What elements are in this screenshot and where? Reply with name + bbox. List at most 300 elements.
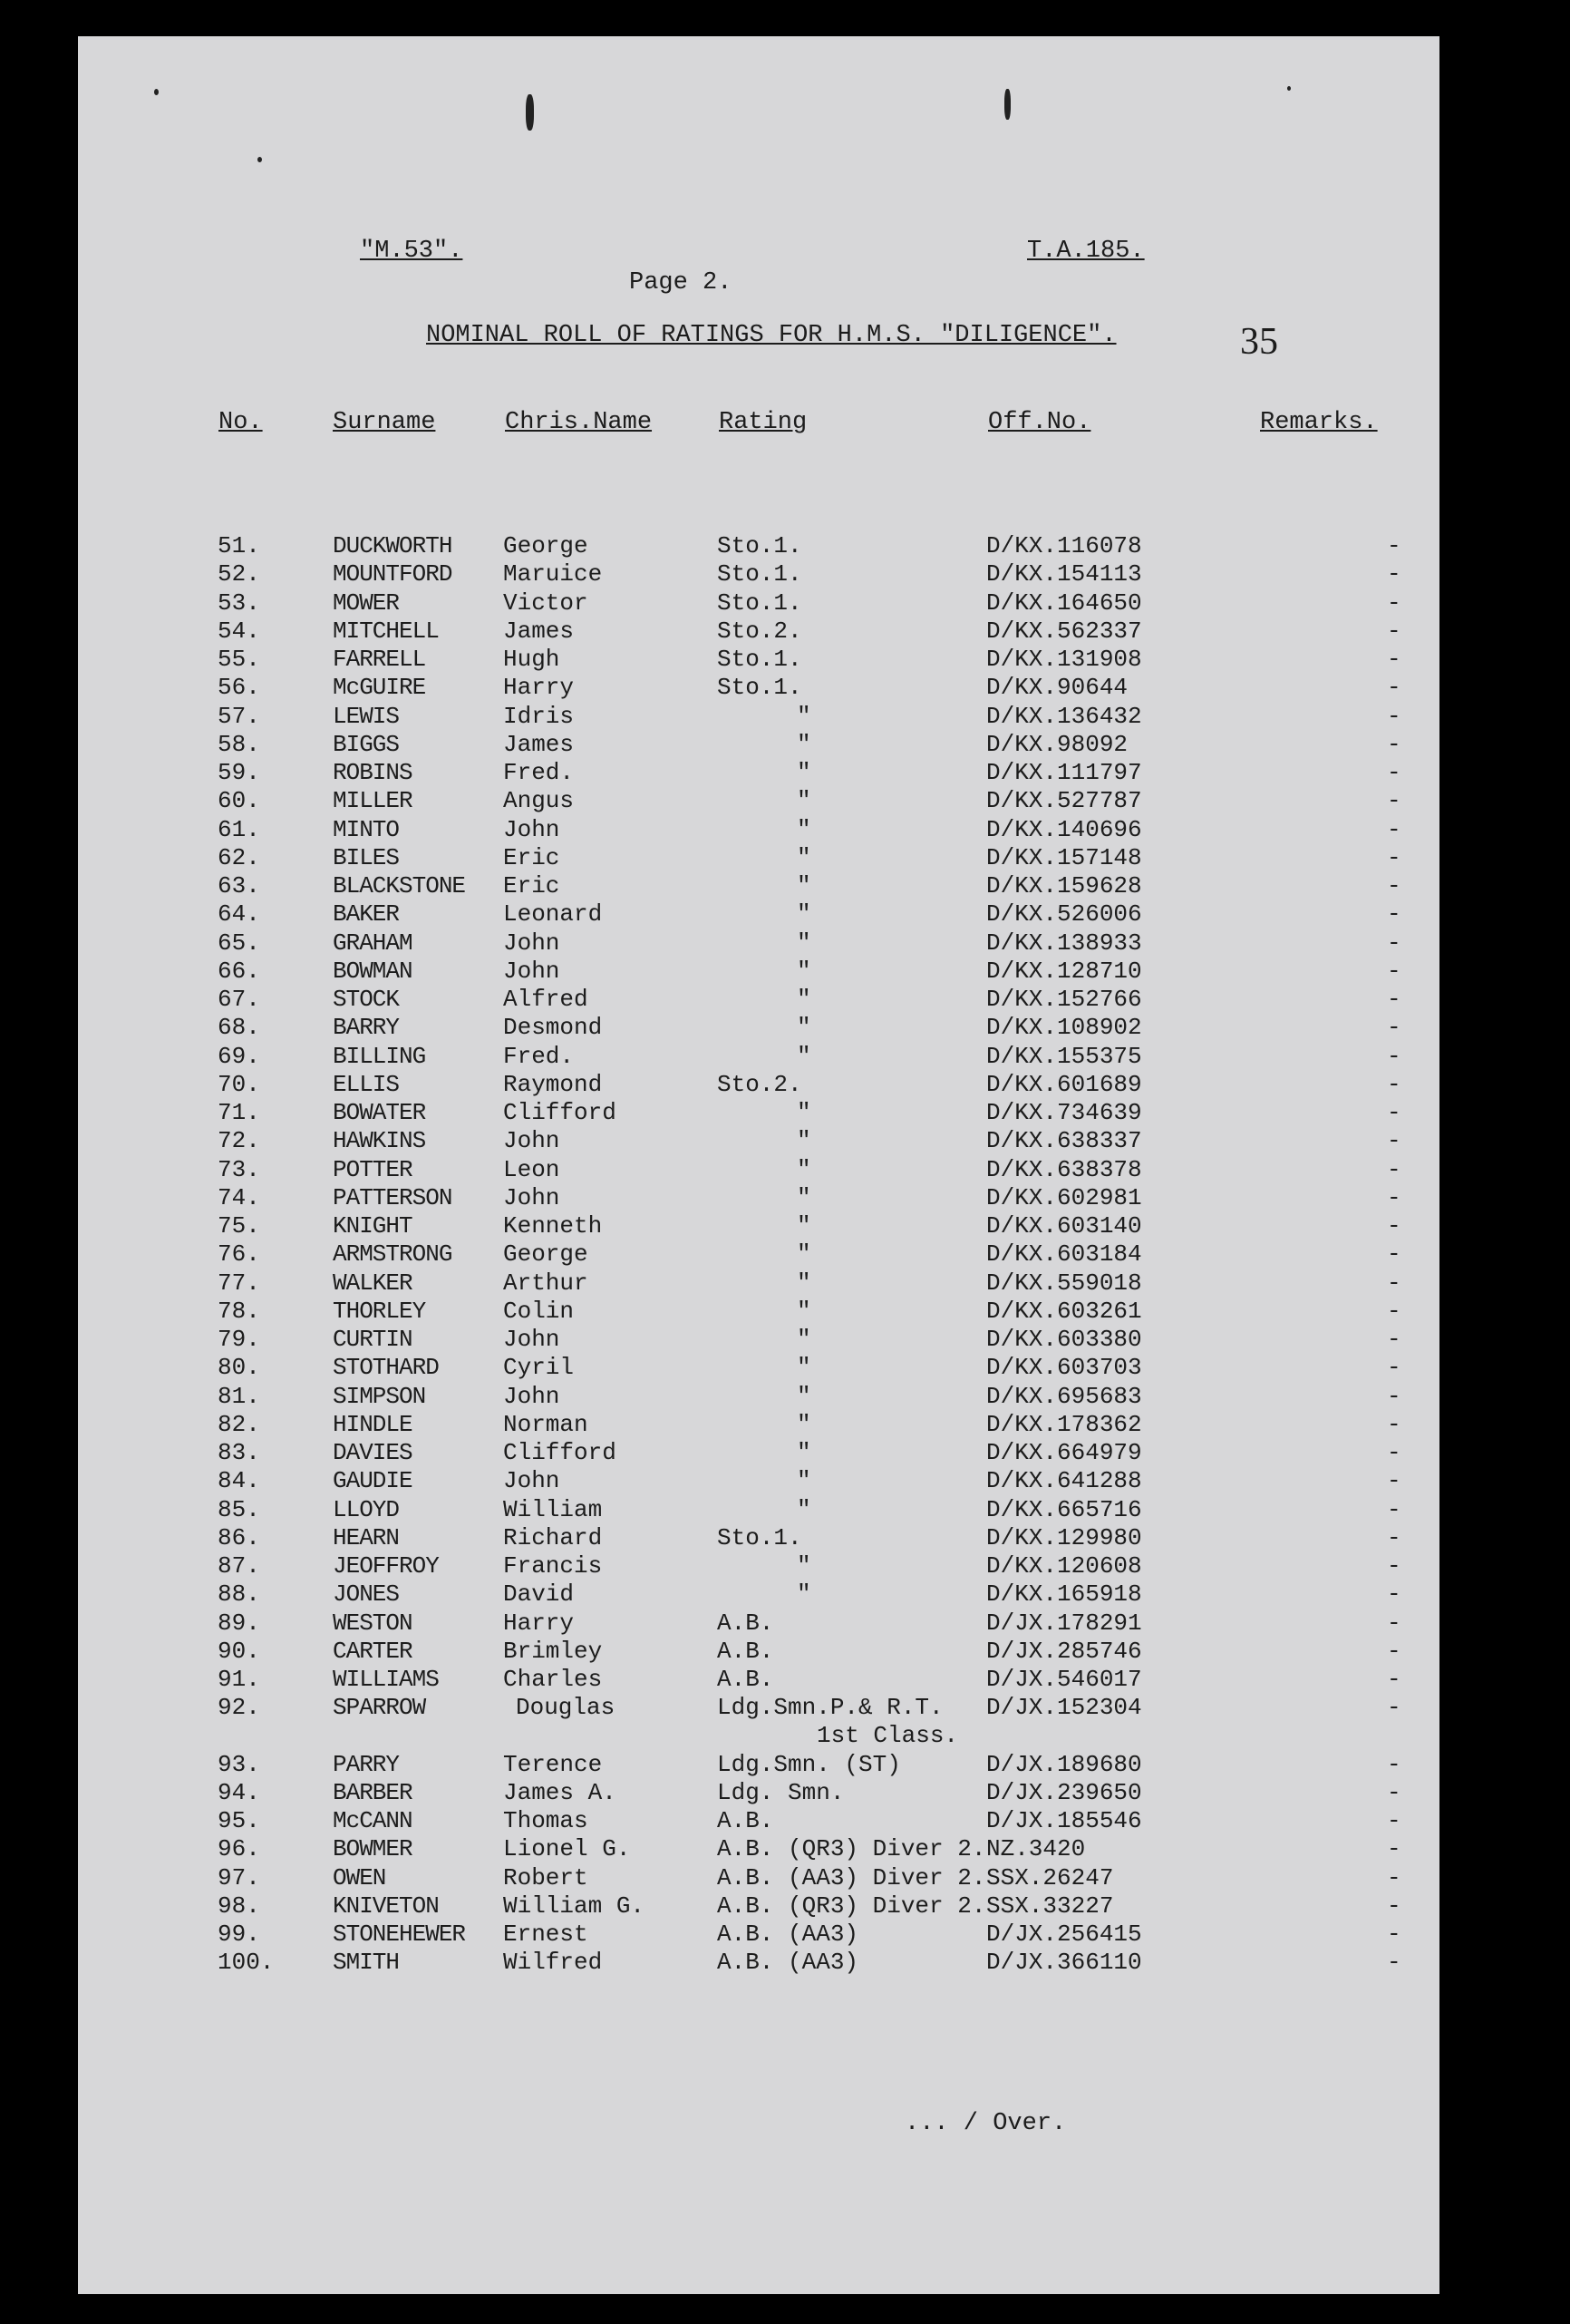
- ta-reference: T.A.185.: [1027, 238, 1145, 265]
- row-remarks: -: [1387, 1410, 1401, 1438]
- row-official-number: D/JX.189680: [986, 1750, 1142, 1778]
- row-official-number: D/KX.603184: [986, 1240, 1142, 1269]
- row-surname: ARMSTRONG: [333, 1240, 452, 1269]
- row-surname: BOWMAN: [333, 957, 412, 985]
- page-label: Page 2.: [629, 269, 732, 297]
- row-number: 65.: [218, 929, 260, 957]
- row-christian-name: Eric: [503, 872, 560, 899]
- rating-continuation: 1st Class.: [817, 1722, 959, 1750]
- row-remarks: -: [1387, 617, 1401, 645]
- row-rating: ": [797, 1014, 811, 1042]
- column-header-surname: Surname: [333, 409, 436, 436]
- row-remarks: -: [1387, 1580, 1401, 1609]
- row-number: 74.: [218, 1183, 260, 1211]
- row-remarks: -: [1387, 1949, 1401, 1977]
- row-number: 81.: [218, 1382, 260, 1410]
- row-surname: BAKER: [333, 900, 400, 929]
- table-row: [0, 703, 1570, 731]
- row-rating: A.B. (AA3): [717, 1949, 859, 1977]
- row-remarks: -: [1387, 1240, 1401, 1269]
- row-number: 90.: [218, 1637, 260, 1665]
- table-row: [0, 617, 1570, 646]
- table-row: [0, 1807, 1570, 1835]
- row-rating: A.B. (QR3) Diver 2.: [717, 1891, 986, 1920]
- row-rating: ": [797, 1382, 811, 1410]
- table-row: [0, 589, 1570, 617]
- row-rating: ": [797, 1326, 811, 1353]
- row-official-number: D/KX.108902: [986, 1014, 1142, 1042]
- row-christian-name: Hugh: [503, 646, 560, 673]
- row-rating: ": [797, 1410, 811, 1438]
- table-row: [0, 1694, 1570, 1722]
- row-surname: PATTERSON: [333, 1183, 452, 1211]
- row-christian-name: John: [503, 1326, 560, 1353]
- row-number: 52.: [218, 560, 260, 588]
- table-row: [0, 929, 1570, 958]
- row-surname: WALKER: [333, 1269, 412, 1297]
- row-christian-name: Eric: [503, 843, 560, 871]
- row-number: 72.: [218, 1127, 260, 1155]
- row-surname: BLACKSTONE: [333, 872, 466, 899]
- row-remarks: -: [1387, 843, 1401, 871]
- table-row: [0, 1751, 1570, 1779]
- row-christian-name: John: [503, 957, 560, 985]
- row-remarks: -: [1387, 1495, 1401, 1523]
- row-surname: BOWATER: [333, 1099, 426, 1126]
- row-official-number: D/KX.527787: [986, 787, 1142, 815]
- row-official-number: D/KX.111797: [986, 759, 1142, 786]
- row-official-number: D/KX.664979: [986, 1439, 1142, 1466]
- row-surname: BILLING: [333, 1042, 426, 1070]
- table-row: [0, 1354, 1570, 1382]
- row-surname: SIMPSON: [333, 1382, 426, 1410]
- row-number: 55.: [218, 646, 260, 673]
- row-rating: A.B. (AA3) Diver 2.: [717, 1863, 986, 1891]
- row-surname: THORLEY: [333, 1297, 426, 1325]
- row-christian-name: John: [503, 1183, 560, 1211]
- row-christian-name: Fred.: [503, 759, 575, 786]
- row-christian-name: Richard: [503, 1523, 603, 1551]
- row-christian-name: Norman: [503, 1410, 588, 1438]
- row-christian-name: Victor: [503, 588, 588, 617]
- row-surname: MINTO: [333, 815, 400, 843]
- row-official-number: D/JX.256415: [986, 1920, 1142, 1948]
- row-remarks: -: [1387, 1666, 1401, 1693]
- row-christian-name: Cyril: [503, 1354, 575, 1382]
- row-official-number: D/KX.136432: [986, 702, 1142, 730]
- row-number: 58.: [218, 730, 260, 758]
- row-remarks: -: [1387, 759, 1401, 786]
- row-remarks: -: [1387, 1099, 1401, 1126]
- row-rating: Ldg.Smn. (ST): [717, 1750, 901, 1778]
- table-row: [0, 1411, 1570, 1439]
- table-row: [0, 844, 1570, 872]
- row-official-number: D/KX.526006: [986, 900, 1142, 929]
- table-row: [0, 1014, 1570, 1042]
- row-remarks: -: [1387, 1382, 1401, 1410]
- ink-speck: [1287, 86, 1291, 91]
- column-header-off-no: Off.No.: [988, 409, 1091, 436]
- row-official-number: D/KX.603703: [986, 1354, 1142, 1382]
- row-rating: ": [797, 843, 811, 871]
- row-number: 56.: [218, 674, 260, 702]
- row-surname: CARTER: [333, 1637, 412, 1665]
- row-official-number: D/KX.178362: [986, 1410, 1142, 1438]
- table-row: [0, 1666, 1570, 1694]
- page-title: NOMINAL ROLL OF RATINGS FOR H.M.S. "DILIGENCE".: [426, 322, 1117, 349]
- row-remarks: -: [1387, 646, 1401, 673]
- table-row: [0, 1835, 1570, 1863]
- row-number: 57.: [218, 702, 260, 730]
- table-row: [0, 1156, 1570, 1184]
- row-christian-name: Maruice: [503, 560, 603, 588]
- row-surname: ROBINS: [333, 759, 412, 786]
- row-rating: Sto.1.: [717, 646, 802, 673]
- row-official-number: D/KX.98092: [986, 730, 1129, 758]
- row-number: 80.: [218, 1354, 260, 1382]
- row-rating: ": [797, 815, 811, 843]
- row-remarks: -: [1387, 1807, 1401, 1834]
- table-row: [0, 1552, 1570, 1580]
- table-row: [0, 1127, 1570, 1155]
- table-row: [0, 646, 1570, 674]
- row-official-number: D/KX.638337: [986, 1127, 1142, 1155]
- row-christian-name: Colin: [503, 1297, 575, 1325]
- ink-speck: [154, 89, 159, 95]
- column-header-no: No.: [218, 409, 263, 436]
- table-row: [0, 1439, 1570, 1467]
- row-official-number: D/KX.602981: [986, 1183, 1142, 1211]
- row-official-number: D/JX.546017: [986, 1666, 1142, 1693]
- row-rating: ": [797, 1580, 811, 1609]
- row-remarks: -: [1387, 1523, 1401, 1551]
- row-number: 75.: [218, 1212, 260, 1240]
- row-number: 86.: [218, 1523, 260, 1551]
- row-christian-name: Raymond: [503, 1070, 603, 1098]
- row-remarks: -: [1387, 1183, 1401, 1211]
- row-remarks: -: [1387, 900, 1401, 929]
- row-rating: ": [797, 1354, 811, 1382]
- row-remarks: -: [1387, 674, 1401, 702]
- row-christian-name: Charles: [503, 1666, 603, 1693]
- row-number: 84.: [218, 1467, 260, 1495]
- row-surname: STOCK: [333, 986, 400, 1013]
- row-number: 78.: [218, 1297, 260, 1325]
- row-official-number: D/KX.665716: [986, 1495, 1142, 1523]
- row-surname: STOTHARD: [333, 1354, 439, 1382]
- column-header-rating: Rating: [719, 409, 808, 436]
- row-surname: BIGGS: [333, 730, 400, 758]
- row-remarks: -: [1387, 1609, 1401, 1637]
- row-christian-name: Robert: [503, 1863, 588, 1891]
- row-number: 68.: [218, 1014, 260, 1042]
- row-surname: MOWER: [333, 588, 400, 617]
- row-number: 60.: [218, 787, 260, 815]
- row-remarks: -: [1387, 532, 1401, 559]
- row-rating: A.B.: [717, 1637, 774, 1665]
- row-number: 98.: [218, 1891, 260, 1920]
- row-remarks: -: [1387, 1552, 1401, 1580]
- row-official-number: D/KX.603140: [986, 1212, 1142, 1240]
- row-christian-name: James A.: [503, 1778, 616, 1806]
- row-christian-name: George: [503, 532, 588, 559]
- row-number: 76.: [218, 1240, 260, 1269]
- row-surname: McGUIRE: [333, 674, 426, 702]
- row-number: 93.: [218, 1750, 260, 1778]
- table-row: [0, 1609, 1570, 1638]
- row-number: 66.: [218, 957, 260, 985]
- row-remarks: -: [1387, 1326, 1401, 1353]
- row-surname: MITCHELL: [333, 617, 439, 645]
- row-number: 100.: [218, 1949, 275, 1977]
- row-official-number: D/JX.366110: [986, 1949, 1142, 1977]
- row-rating: A.B. (QR3) Diver 2.: [717, 1835, 986, 1863]
- table-row: [0, 1580, 1570, 1609]
- row-christian-name: Angus: [503, 787, 575, 815]
- row-remarks: -: [1387, 1750, 1401, 1778]
- row-christian-name: Leon: [503, 1155, 560, 1183]
- form-reference: "M.53".: [360, 238, 463, 265]
- row-christian-name: Leonard: [503, 900, 603, 929]
- row-rating: ": [797, 1495, 811, 1523]
- row-number: 96.: [218, 1835, 260, 1863]
- row-christian-name: Francis: [503, 1552, 603, 1580]
- row-rating: Ldg.Smn.P.& R.T.: [717, 1694, 944, 1722]
- row-rating: ": [797, 900, 811, 929]
- row-official-number: D/KX.155375: [986, 1042, 1142, 1070]
- row-surname: DUCKWORTH: [333, 532, 452, 559]
- row-rating: ": [797, 1183, 811, 1211]
- table-row: [0, 1920, 1570, 1949]
- continued-over-note: ... / Over.: [905, 2110, 1067, 2137]
- row-surname: HEARN: [333, 1523, 400, 1551]
- row-surname: WESTON: [333, 1609, 412, 1637]
- row-remarks: -: [1387, 929, 1401, 957]
- row-number: 69.: [218, 1042, 260, 1070]
- row-rating: ": [797, 1297, 811, 1325]
- row-surname: BOWMER: [333, 1835, 412, 1863]
- row-surname: WILLIAMS: [333, 1666, 439, 1693]
- row-number: 53.: [218, 588, 260, 617]
- row-rating: ": [797, 702, 811, 730]
- row-rating: Sto.1.: [717, 532, 802, 559]
- row-christian-name: Clifford: [503, 1099, 616, 1126]
- row-number: 88.: [218, 1580, 260, 1609]
- row-remarks: -: [1387, 1354, 1401, 1382]
- row-number: 64.: [218, 900, 260, 929]
- row-christian-name: Alfred: [503, 986, 588, 1013]
- row-official-number: D/KX.641288: [986, 1467, 1142, 1495]
- row-christian-name: Idris: [503, 702, 575, 730]
- row-remarks: -: [1387, 588, 1401, 617]
- row-christian-name: John: [503, 815, 560, 843]
- ink-mark: [526, 94, 534, 131]
- row-number: 91.: [218, 1666, 260, 1693]
- row-official-number: D/KX.120608: [986, 1552, 1142, 1580]
- row-official-number: D/KX.129980: [986, 1523, 1142, 1551]
- row-christian-name: Ernest: [503, 1920, 588, 1948]
- row-official-number: D/KX.603261: [986, 1297, 1142, 1325]
- row-rating: A.B.: [717, 1807, 774, 1834]
- row-number: 85.: [218, 1495, 260, 1523]
- table-row: [0, 1638, 1570, 1666]
- row-christian-name: Harry: [503, 674, 575, 702]
- row-rating: A.B.: [717, 1666, 774, 1693]
- row-rating: Sto.1.: [717, 588, 802, 617]
- table-row: [0, 1467, 1570, 1495]
- row-rating: ": [797, 1552, 811, 1580]
- table-row: [0, 872, 1570, 900]
- table-row: [0, 759, 1570, 787]
- table-row: [0, 1099, 1570, 1127]
- row-official-number: D/KX.90644: [986, 674, 1129, 702]
- row-remarks: -: [1387, 560, 1401, 588]
- row-rating: Sto.2.: [717, 617, 802, 645]
- column-header-remarks: Remarks.: [1260, 409, 1378, 436]
- row-surname: BARBER: [333, 1778, 412, 1806]
- row-surname: HINDLE: [333, 1410, 412, 1438]
- row-official-number: D/KX.157148: [986, 843, 1142, 871]
- row-official-number: D/KX.154113: [986, 560, 1142, 588]
- table-row: [0, 1949, 1570, 1977]
- table-row: [0, 1864, 1570, 1892]
- row-rating: ": [797, 872, 811, 899]
- row-christian-name: Fred.: [503, 1042, 575, 1070]
- row-surname: DAVIES: [333, 1439, 412, 1466]
- row-surname: KNIGHT: [333, 1212, 412, 1240]
- row-christian-name: George: [503, 1240, 588, 1269]
- table-row: [0, 986, 1570, 1014]
- row-number: 51.: [218, 532, 260, 559]
- row-christian-name: William: [503, 1495, 603, 1523]
- row-christian-name: Terence: [503, 1750, 603, 1778]
- table-row: [0, 1184, 1570, 1212]
- table-row: [0, 1212, 1570, 1240]
- row-official-number: D/KX.116078: [986, 532, 1142, 559]
- table-row: [0, 787, 1570, 815]
- row-surname: BILES: [333, 843, 400, 871]
- row-rating: ": [797, 759, 811, 786]
- row-number: 94.: [218, 1778, 260, 1806]
- row-christian-name: David: [503, 1580, 575, 1609]
- table-row: [0, 731, 1570, 759]
- row-surname: LLOYD: [333, 1495, 400, 1523]
- row-rating: A.B.: [717, 1609, 774, 1637]
- table-row: [0, 1383, 1570, 1411]
- row-christian-name: John: [503, 1127, 560, 1155]
- row-rating: ": [797, 1269, 811, 1297]
- row-christian-name: Desmond: [503, 1014, 603, 1042]
- row-remarks: -: [1387, 1863, 1401, 1891]
- row-number: 71.: [218, 1099, 260, 1126]
- row-surname: MOUNTFORD: [333, 560, 452, 588]
- row-official-number: D/KX.138933: [986, 929, 1142, 957]
- row-number: 89.: [218, 1609, 260, 1637]
- row-remarks: -: [1387, 1297, 1401, 1325]
- row-official-number: D/KX.152766: [986, 986, 1142, 1013]
- row-remarks: -: [1387, 1920, 1401, 1948]
- table-row: [0, 900, 1570, 929]
- row-official-number: D/KX.603380: [986, 1326, 1142, 1353]
- row-number: 79.: [218, 1326, 260, 1353]
- row-number: 77.: [218, 1269, 260, 1297]
- row-remarks: -: [1387, 1467, 1401, 1495]
- row-christian-name: Kenneth: [503, 1212, 603, 1240]
- row-surname: PARRY: [333, 1750, 400, 1778]
- row-official-number: SSX.26247: [986, 1863, 1114, 1891]
- row-official-number: D/KX.638378: [986, 1155, 1142, 1183]
- row-number: 97.: [218, 1863, 260, 1891]
- row-official-number: D/KX.734639: [986, 1099, 1142, 1126]
- row-rating: Ldg. Smn.: [717, 1778, 845, 1806]
- row-surname: CURTIN: [333, 1326, 412, 1353]
- row-number: 67.: [218, 986, 260, 1013]
- row-official-number: D/JX.239650: [986, 1778, 1142, 1806]
- row-surname: GAUDIE: [333, 1467, 412, 1495]
- ink-mark: [1004, 89, 1011, 120]
- table-row: [0, 1269, 1570, 1298]
- row-rating: ": [797, 1155, 811, 1183]
- row-number: 83.: [218, 1439, 260, 1466]
- row-rating: Sto.1.: [717, 674, 802, 702]
- row-christian-name: John: [503, 1382, 560, 1410]
- row-number: 70.: [218, 1070, 260, 1098]
- row-official-number: D/JX.152304: [986, 1694, 1142, 1722]
- row-official-number: D/JX.178291: [986, 1609, 1142, 1637]
- row-number: 92.: [218, 1694, 260, 1722]
- table-row: [0, 1524, 1570, 1552]
- row-rating: ": [797, 957, 811, 985]
- row-surname: SMITH: [333, 1949, 400, 1977]
- row-remarks: -: [1387, 1637, 1401, 1665]
- row-christian-name: Harry: [503, 1609, 575, 1637]
- row-christian-name: Douglas: [516, 1694, 615, 1722]
- row-rating: ": [797, 1240, 811, 1269]
- row-surname: MILLER: [333, 787, 412, 815]
- row-official-number: SSX.33227: [986, 1891, 1114, 1920]
- row-rating: ": [797, 986, 811, 1013]
- row-surname: OWEN: [333, 1863, 386, 1891]
- table-row: [0, 674, 1570, 702]
- row-rating: Sto.2.: [717, 1070, 802, 1098]
- row-christian-name: Clifford: [503, 1439, 616, 1466]
- row-number: 62.: [218, 843, 260, 871]
- row-remarks: -: [1387, 702, 1401, 730]
- table-row: [0, 1240, 1570, 1269]
- row-official-number: NZ.3420: [986, 1835, 1086, 1863]
- row-number: 54.: [218, 617, 260, 645]
- row-number: 59.: [218, 759, 260, 786]
- row-rating: Sto.1.: [717, 560, 802, 588]
- row-remarks: -: [1387, 1155, 1401, 1183]
- table-row: [0, 1892, 1570, 1920]
- row-surname: KNIVETON: [333, 1891, 439, 1920]
- row-rating: ": [797, 1439, 811, 1466]
- row-rating: Sto.1.: [717, 1523, 802, 1551]
- row-official-number: D/JX.185546: [986, 1807, 1142, 1834]
- row-official-number: D/KX.128710: [986, 957, 1142, 985]
- row-remarks: -: [1387, 1891, 1401, 1920]
- row-remarks: -: [1387, 1042, 1401, 1070]
- row-remarks: -: [1387, 1127, 1401, 1155]
- table-row: [0, 1779, 1570, 1807]
- row-official-number: D/KX.562337: [986, 617, 1142, 645]
- row-number: 87.: [218, 1552, 260, 1580]
- row-official-number: D/KX.159628: [986, 872, 1142, 899]
- row-official-number: D/KX.140696: [986, 815, 1142, 843]
- row-number: 73.: [218, 1155, 260, 1183]
- row-christian-name: John: [503, 929, 560, 957]
